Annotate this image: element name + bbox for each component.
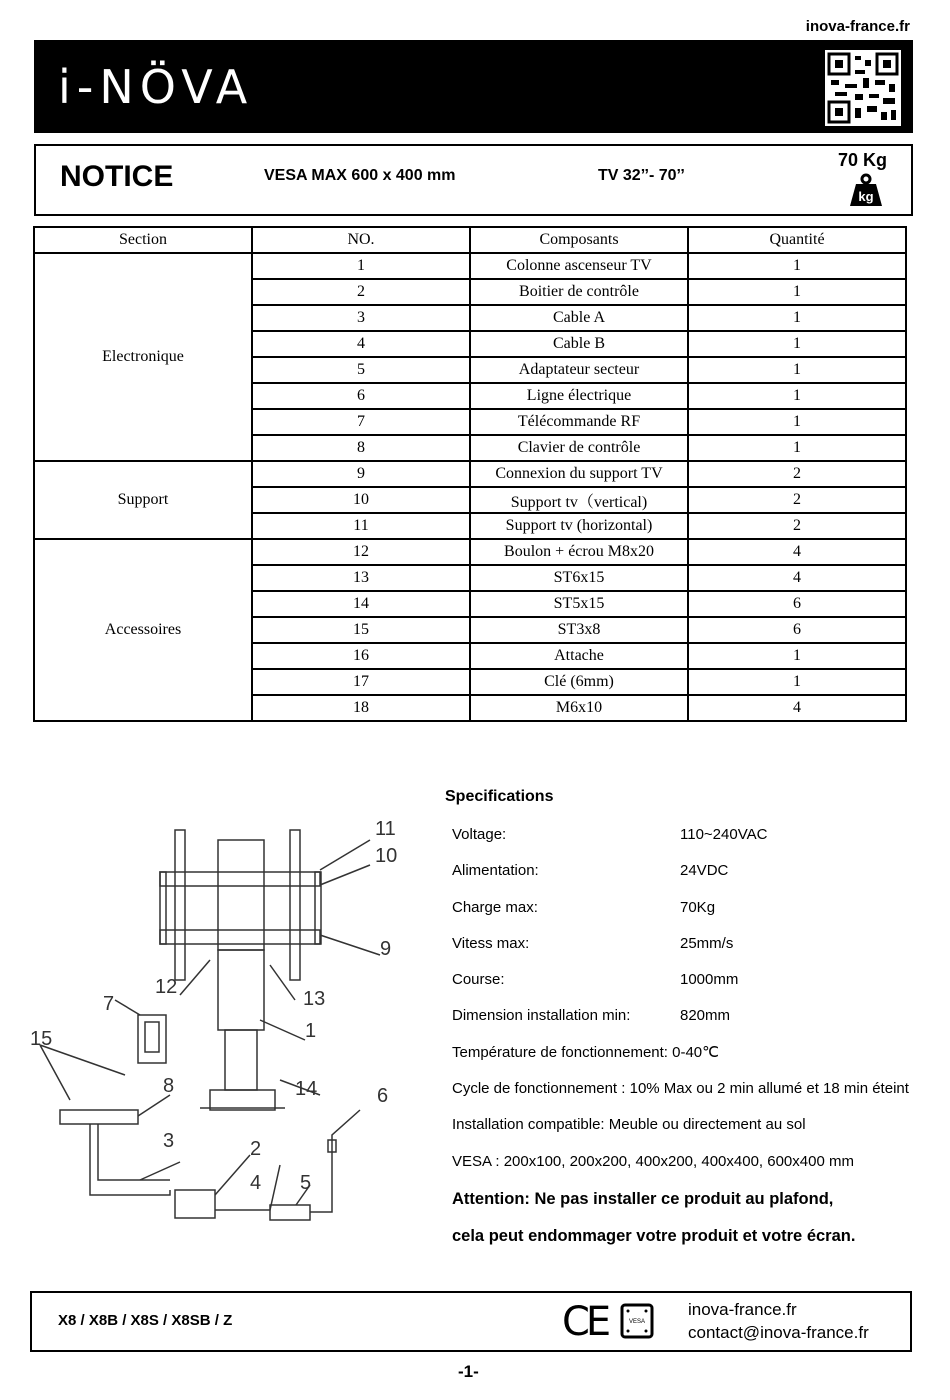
footer-email[interactable]: contact@inova-france.fr [688,1323,869,1342]
component-name: Boitier de contrôle [470,279,688,305]
spec-label: Course: [452,971,505,988]
column-header: Quantité [688,227,906,253]
component-name: Support tv (horizontal) [470,513,688,539]
notice-header [34,144,913,216]
footer [30,1291,912,1352]
max-weight: 70 Kg [838,150,888,170]
component-name: Colonne ascenseur TV [470,253,688,279]
part-number: 7 [252,409,470,435]
column-header: Composants [470,227,688,253]
quantity: 1 [688,383,906,409]
diagram-callout: 13 [303,988,326,1010]
diagram-callout: 12 [155,976,178,998]
quantity: 1 [688,279,906,305]
component-name: ST6x15 [470,565,688,591]
component-name: Boulon + écrou M8x20 [470,539,688,565]
model-list: X8 / X8B / X8S / X8SB / Z [58,1312,233,1329]
part-number: 5 [252,357,470,383]
part-number: 4 [252,331,470,357]
site-url-top: inova-france.fr [805,18,910,35]
part-number: 8 [252,435,470,461]
part-number: 2 [252,279,470,305]
component-name: Attache [470,643,688,669]
brand-logo: i-NÖVA [58,60,254,114]
diagram-callout: 6 [377,1085,389,1107]
quantity: 4 [688,565,906,591]
quantity: 1 [688,643,906,669]
quantity: 1 [688,357,906,383]
spec-value: 24VDC [680,862,729,879]
quantity: 6 [688,591,906,617]
diagram-callout: 5 [300,1172,312,1194]
part-number: 15 [252,617,470,643]
spec-label: Dimension installation min: [452,1007,631,1024]
quantity: 2 [688,513,906,539]
specifications-title: Specifications [445,788,554,805]
spec-line: VESA : 200x100, 200x200, 400x200, 400x400, 600x400 mm [452,1153,854,1170]
component-name: Télécommande RF [470,409,688,435]
quantity: 1 [688,409,906,435]
part-number: 16 [252,643,470,669]
vesa-icon [620,1303,654,1344]
spec-line: Installation compatible: Meuble ou directement au sol [452,1116,806,1133]
part-number: 10 [252,487,470,513]
vesa-icon-label: VESA [628,1319,646,1325]
spec-value: 820mm [680,1007,731,1024]
page-number: -1- [458,1362,479,1381]
quantity: 4 [688,539,906,565]
part-number: 13 [252,565,470,591]
diagram-callout: 9 [380,938,392,960]
quantity: 1 [688,305,906,331]
parts-table-header [34,227,906,253]
table-row [34,461,906,487]
component-name: ST3x8 [470,617,688,643]
qr-code-icon [825,50,901,126]
footer-site-url[interactable]: inova-france.fr [688,1300,797,1319]
quantity: 2 [688,487,906,513]
warning-line-2: cela peut endommager votre produit et votre écran. [452,1227,856,1245]
component-name: Cable A [470,305,688,331]
part-number: 1 [252,253,470,279]
spec-label: Voltage: [452,826,507,843]
part-number: 3 [252,305,470,331]
part-number: 17 [252,669,470,695]
brand-banner [34,40,913,133]
component-name: Clavier de contrôle [470,435,688,461]
tv-size: TV 32’’- 70’’ [598,167,685,184]
section-cell: Support [34,461,252,539]
spec-label: Charge max: [452,899,538,916]
diagram-callout: 15 [30,1028,53,1050]
spec-value: 1000mm [680,971,739,988]
notice-title: NOTICE [60,160,174,193]
vesa-max: VESA MAX 600 x 400 mm [264,167,456,184]
part-number: 9 [252,461,470,487]
component-name: Clé (6mm) [470,669,688,695]
column-header: Section [34,227,252,253]
spec-value: 110~240VAC [680,826,768,843]
quantity: 6 [688,617,906,643]
diagram-callout: 14 [295,1078,318,1100]
quantity: 1 [688,331,906,357]
table-row [34,253,906,279]
quantity: 1 [688,435,906,461]
diagram-callout: 10 [375,845,398,867]
parts-table [33,226,907,722]
part-number: 11 [252,513,470,539]
component-name: M6x10 [470,695,688,721]
component-name: Adaptateur secteur [470,357,688,383]
component-name: Ligne électrique [470,383,688,409]
component-name: Connexion du support TV [470,461,688,487]
diagram-callout: 4 [250,1172,262,1194]
diagram-callout: 8 [163,1075,175,1097]
section-cell: Accessoires [34,539,252,721]
part-number: 18 [252,695,470,721]
assembly-diagram [20,810,430,1235]
diagram-callout: 11 [375,818,396,840]
weight-icon-label: kg [858,189,874,204]
spec-label: Alimentation: [452,862,539,879]
weight-icon [848,173,884,212]
table-row [34,539,906,565]
diagram-callout: 2 [250,1138,262,1160]
section-cell: Electronique [34,253,252,461]
quantity: 1 [688,253,906,279]
component-name: Cable B [470,331,688,357]
diagram-callout: 1 [305,1020,317,1042]
warning-line-1: Attention: Ne pas installer ce produit au plafond, [452,1190,834,1208]
spec-line: Température de fonctionnement: 0-40℃ [452,1044,719,1061]
part-number: 12 [252,539,470,565]
part-number: 14 [252,591,470,617]
diagram-callout: 3 [163,1130,175,1152]
quantity: 2 [688,461,906,487]
spec-line: Cycle de fonctionnement : 10% Max ou 2 min allumé et 18 min éteint [452,1080,909,1097]
spec-value: 25mm/s [680,935,734,952]
component-name: ST5x15 [470,591,688,617]
column-header: NO. [252,227,470,253]
quantity: 1 [688,669,906,695]
diagram-callout: 7 [103,993,115,1015]
ce-mark-icon: CE [562,1299,608,1345]
part-number: 6 [252,383,470,409]
component-name: Support tv（vertical) [470,487,688,513]
spec-label: Vitess max: [452,935,530,952]
spec-value: 70Kg [680,899,716,916]
quantity: 4 [688,695,906,721]
